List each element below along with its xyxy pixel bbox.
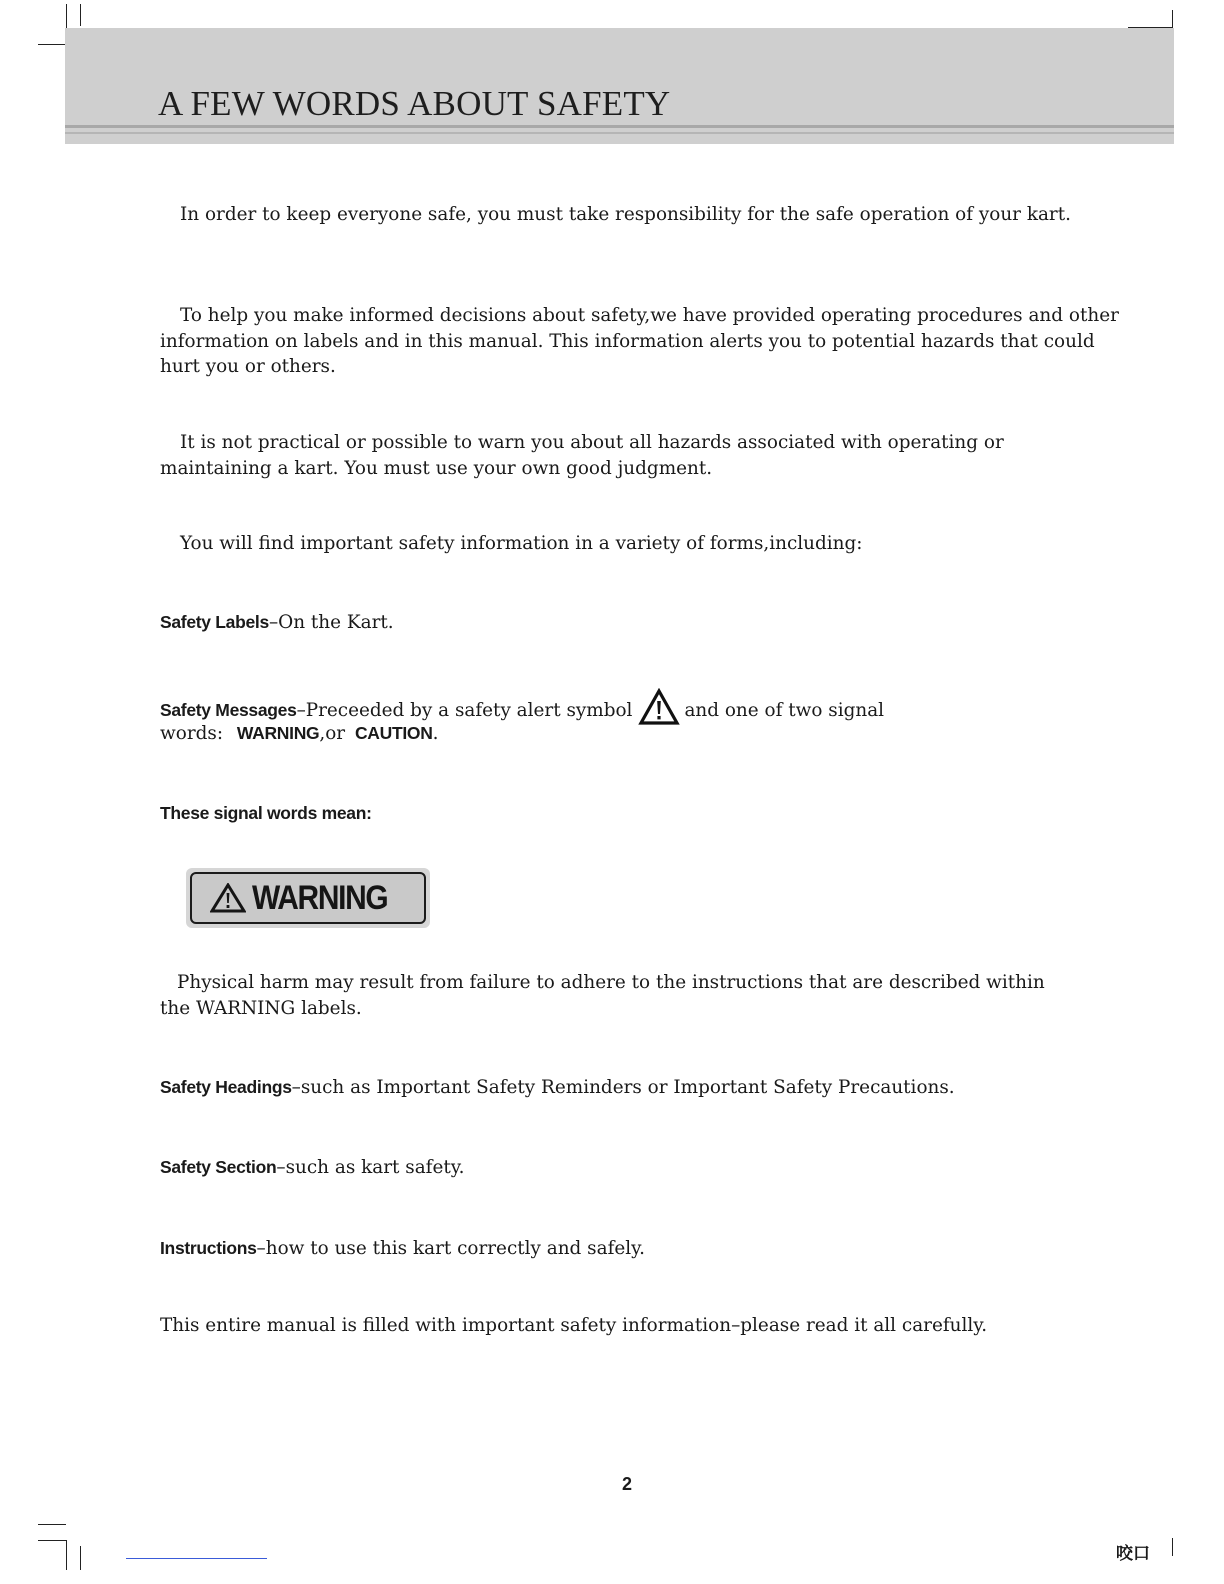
item-safety-messages-line2	[160, 719, 438, 748]
header-rule	[65, 132, 1174, 134]
footer-rule	[126, 1558, 267, 1559]
item-text: –On the Kart.	[268, 612, 394, 633]
crop-mark	[66, 1540, 67, 1570]
paragraph-text: You will find important safety information in a variety of forms,including:	[180, 533, 863, 554]
alert-triangle-icon	[210, 883, 246, 913]
paragraph-responsibility	[160, 202, 1120, 228]
crop-mark	[38, 1524, 66, 1525]
paragraph-judgment	[160, 430, 1120, 481]
item-safety-headings	[160, 1073, 955, 1102]
crop-mark	[80, 1546, 81, 1570]
term-safety-messages: Safety Messages	[160, 700, 297, 720]
crop-mark	[80, 4, 81, 26]
footer-print-mark: 咬口	[1116, 1544, 1150, 1564]
warning-label-frame	[190, 872, 426, 924]
crop-mark	[38, 1540, 66, 1541]
item-safety-section	[160, 1153, 465, 1182]
signal-word-caution: CAUTION	[354, 723, 433, 743]
item-text: –how to use this kart correctly and safely.	[256, 1238, 645, 1259]
signal-words-heading	[160, 799, 372, 828]
item-text: –such as kart safety.	[276, 1157, 465, 1178]
page-title: A FEW WORDS ABOUT SAFETY	[158, 84, 671, 123]
crop-mark	[1172, 1538, 1173, 1556]
warning-label-word: WARNING	[252, 878, 388, 917]
warning-description	[160, 970, 1080, 1021]
term-safety-labels: Safety Labels	[160, 612, 269, 632]
term-safety-headings: Safety Headings	[160, 1077, 292, 1097]
term-safety-section: Safety Section	[160, 1157, 277, 1177]
item-instructions	[160, 1234, 645, 1263]
item-text: and one of two signal	[684, 700, 885, 721]
paragraph-informed-decisions	[160, 303, 1120, 380]
paragraph-text: Physical harm may result from failure to adhere to the instructions that are described within the WARNING labels.	[160, 972, 1045, 1019]
warning-label	[186, 868, 430, 928]
crop-mark	[1172, 10, 1173, 28]
page-number: 2	[621, 1474, 632, 1494]
item-text: words:	[160, 723, 224, 744]
paragraph-text: To help you make informed decisions about safety,we have provided operating procedures and other information on labels and in this manual. This information alerts you to potential hazards that could hurt you or others.	[160, 305, 1119, 377]
item-safety-labels	[160, 608, 394, 637]
crop-mark	[38, 44, 66, 45]
closing-paragraph	[160, 1311, 987, 1340]
item-text: .	[432, 723, 439, 744]
term-instructions: Instructions	[160, 1238, 257, 1258]
item-text: ,or	[319, 723, 346, 744]
alert-triangle-icon	[638, 688, 680, 726]
paragraph-text: It is not practical or possible to warn you about all hazards associated with operating or maintaining a kart. You must use your own good judgment.	[160, 432, 1004, 479]
heading-text: These signal words mean:	[160, 803, 372, 823]
signal-word-warning: WARNING	[236, 723, 320, 743]
item-text: –such as Important Safety Reminders or Important Safety Precautions.	[291, 1077, 955, 1098]
paragraph-forms	[160, 531, 1120, 557]
item-text: –Preceeded by a safety alert symbol	[296, 700, 633, 721]
paragraph-text: In order to keep everyone safe, you must take responsibility for the safe operation of your kart.	[180, 204, 1071, 225]
paragraph-text: This entire manual is filled with important safety information–please read it all carefully.	[160, 1315, 988, 1336]
header-rule	[65, 125, 1174, 128]
